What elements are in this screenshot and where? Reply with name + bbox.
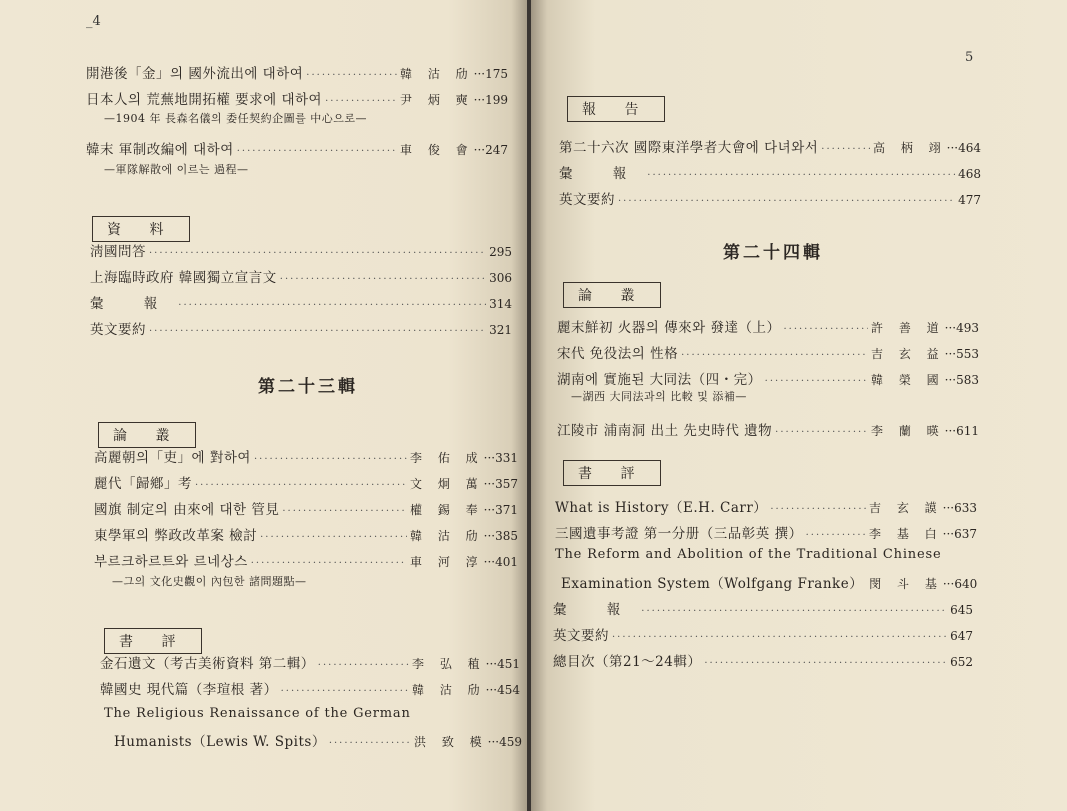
toc-subtitle: —그의 文化史觀이 內包한 諸問題點—: [112, 575, 307, 588]
toc-entry: 麗末鮮初 火器의 傳來와 發達（上） ····· 許 善 道 ··· 493: [557, 316, 979, 336]
toc-entry: Humanists（Lewis W. Spits） ····· 洪 致 模 ··· 459: [114, 730, 522, 750]
toc-entry: 高麗朝의「吏」에 對하여 ····· 李 佑 成 ··· 331: [94, 446, 518, 466]
toc-entry: 國旗 制定의 由來에 대한 管見 ····· 權 錫 奉 ··· 371: [94, 498, 518, 518]
toc-subtitle: —軍隊解散에 이르는 過程—: [104, 163, 249, 176]
page-number: 5: [965, 50, 974, 65]
section-label: 報 告: [567, 96, 665, 122]
toc-entry: 日本人의 荒蕪地開拓權 要求에 대하여 ····· 尹 炳 奭 ··· 199: [86, 88, 508, 108]
toc-subtitle: —湖西 大同法과의 比較 및 添補—: [571, 390, 747, 403]
toc-entry: 英文要約 ····· 477: [559, 188, 981, 208]
toc-entry: 湖南에 實施된 大同法（四・完） ····· 韓 榮 國 ··· 583: [557, 368, 979, 388]
toc-entry-title: The Reform and Abolition of the Traditional Chinese: [555, 547, 942, 562]
toc-entry: Examination System（Wolfgang Franke） 閔 斗 基 ··· 640: [561, 576, 978, 592]
section-label: 書 評: [104, 628, 202, 654]
left-page: [0, 0, 527, 811]
page-number: _4: [86, 14, 101, 29]
toc-entry: 英文要約 ····· 647: [553, 624, 973, 644]
toc-entry: 總目次（第21～24輯） ····· 652: [553, 650, 973, 670]
toc-entry: 彙 報 ····· 645: [553, 598, 973, 618]
toc-entry: What is History（E.H. Carr） ····· 吉 玄 謨 ··· 633: [555, 496, 977, 516]
section-label: 論 叢: [98, 422, 196, 448]
toc-entry: 上海臨時政府 韓國獨立宣言文 ····· 306: [90, 266, 512, 286]
toc-entry: 韓國史 現代篇（李瑄根 著） ····· 韓 沽 劤 ··· 454: [100, 678, 520, 698]
toc-entry: 韓末 軍制改編에 대하여 ····· 車 俊 會 ··· 247: [86, 138, 508, 158]
toc-entry: 英文要約 ····· 321: [90, 318, 512, 338]
toc-entry: 彙 報 ····· 314: [90, 292, 512, 312]
toc-entry: 彙 報 ····· 468: [559, 162, 981, 182]
toc-entry: 麗代「歸鄕」考 ····· 文 炯 萬 ··· 357: [94, 472, 518, 492]
toc-entry: 開港後「金」의 國外流出에 대하여 ····· 韓 沽 劤 ··· 175: [86, 62, 508, 82]
section-label: 資 料: [92, 216, 190, 242]
volume-heading: 第二十三輯: [258, 377, 358, 397]
toc-entry: 宋代 免役法의 性格 ····· 吉 玄 益 ··· 553: [557, 342, 979, 362]
section-label: 論 叢: [563, 282, 661, 308]
toc-entry: 東學軍의 弊政改革案 檢討 ····· 韓 沽 劤 ··· 385: [94, 524, 518, 544]
toc-subtitle: —1904 年 長森名儀의 委任契約企圖를 中心으로—: [104, 112, 367, 125]
volume-heading: 第二十四輯: [723, 243, 823, 263]
section-label: 書 評: [563, 460, 661, 486]
toc-entry: 江陵市 浦南洞 出土 先史時代 遺物 ····· 李 蘭 暎 ··· 611: [557, 419, 979, 439]
toc-entry: 부르크하르트와 르네상스 ····· 車 河 淳 ··· 401: [94, 550, 518, 570]
toc-entry: 淸國問答 ····· 295: [90, 240, 512, 260]
toc-entry: 第二十六次 國際東洋學者大會에 다녀와서 ····· 高 柄 翊 ··· 464: [559, 136, 981, 156]
toc-entry-title: The Religious Renaissance of the German: [104, 706, 411, 721]
toc-entry: 三國遺事考證 第一分册（三品彰英 撰） ····· 李 基 白 ··· 637: [555, 522, 977, 542]
right-page: [531, 0, 1067, 811]
toc-entry: 金石遺文（考古美術資料 第二輯） ····· 李 弘 稙 ··· 451: [100, 652, 520, 672]
